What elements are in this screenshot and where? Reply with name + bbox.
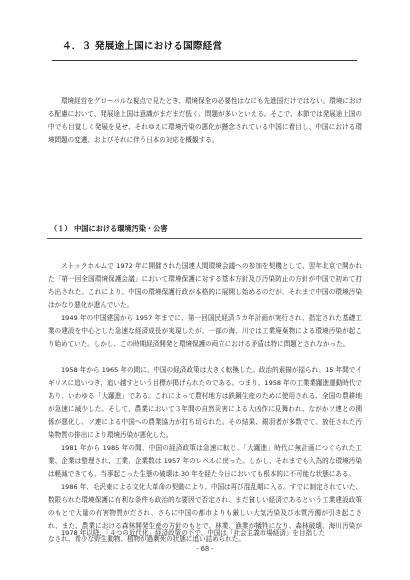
section-title: ４．３ 発展途上国における国際経営 xyxy=(62,41,223,52)
body-paragraph-1: ストックホルムで 1972 年に開催された国連人間環境会議への参加を契機として、翌年北京で開かれた「第一回全国環境保護会議」において環境保護に対する基本方針及び汚染防止の方針が中国で初めて打ち出された。これにより、中国の環境保護行政が本格的に展開し始めるのだが、それまで中国の環境汚染はかなり悪化が進んでいた。 xyxy=(48,262,362,310)
subsection-title: （１） 中国における環境汚染・公害 xyxy=(50,224,168,233)
body-paragraph-4: 1981 年から 1985 年の間、中国の経済政策は急速に転じ、「大躍進」時代に無計画につくられた工業、企業は整理され、工業、企業数は 1957 年のレベルに戻った。しかし、それまでも入為的な環境汚染は軽減できても、当事起こった生態の破壊は 30 年を経た今日においても根本的に不可能な状態にある。 xyxy=(48,444,362,479)
page-number: - 68 - xyxy=(196,545,214,553)
title-underline xyxy=(52,60,357,61)
intro-paragraph: 環境経営をグローバルな視点で見たとき、環境保全の必要性はなにも先進国だけではない。環境における配慮において、発展途上国は意識がまだまだ低く、問題が多いといえる。そこで、本節では発展途上国の中でも目覚しく発展を見せ、それゆえに環境汚染の悪化が懸念されている中国に着目し、中国における環境問題の変遷、およびそれに伴う日本の対応を概観する。 xyxy=(48,97,362,145)
body-paragraph-3: 1958 年から 1965 年の間に、中国の経済政策は大きく転換した。政治的素描が揺られ、15 年間でイギリスに追いつき、追い越すという目標が掲げられたのである。つまり、1958 年の工業業躍進運動時代であり、いわゆる「大躍進」である。これによって農村地方は鉄鋼生産のために使用される、全国の農耕地が急速に減少した。そして、農業において３年間の自然災害による大凶作に見舞われ、ながかソ連との関係が悪化し、ソ連による中国への農業協力が打ち切られた。その結果、銀羽者が多数でて、放任された汚染物質の排出により環境汚染が悪化した。 xyxy=(48,366,362,440)
body-paragraph-2: 1949 年の中国建国から 1957 年までに、第一回国民経済５カ年計画が実行され、指定された基礎工業の建設を中心とした急速な経済成長が実現したが、一部の海、川では工業廃棄物による環境汚染が起こり始めていた。しかし、この時期経済開発と環境保護の両立における矛盾は特に問題とされなかった。 xyxy=(48,314,362,349)
body-paragraph-5: 1986 年、毛沢東による文化大革命の契動により、中国は再び混乱期に入る。すでに制定されていた、数限られた環境保護に有利な条件も政治的な要因で否定され、まだ貧しい経済であるという工業建設政策のもとで大量の有害物質がだされ、さらに中国の都市よりも厳しい大気汚染及び水質汚濁が引き起こされ、また、農業における森林開発生産の方針のもとで、林業、漁業が犠牲になり、森林破壊、海川汚染がなされ、希少な野生動物、植物が過剰死の状態に追い詰められた。 xyxy=(48,483,362,544)
body-paragraph-6: 1978 年以降、「４つの近代化」経済政策の下で、中国は「社会主義市場経済」を目指した xyxy=(61,529,326,537)
subsection-underline xyxy=(47,238,362,239)
